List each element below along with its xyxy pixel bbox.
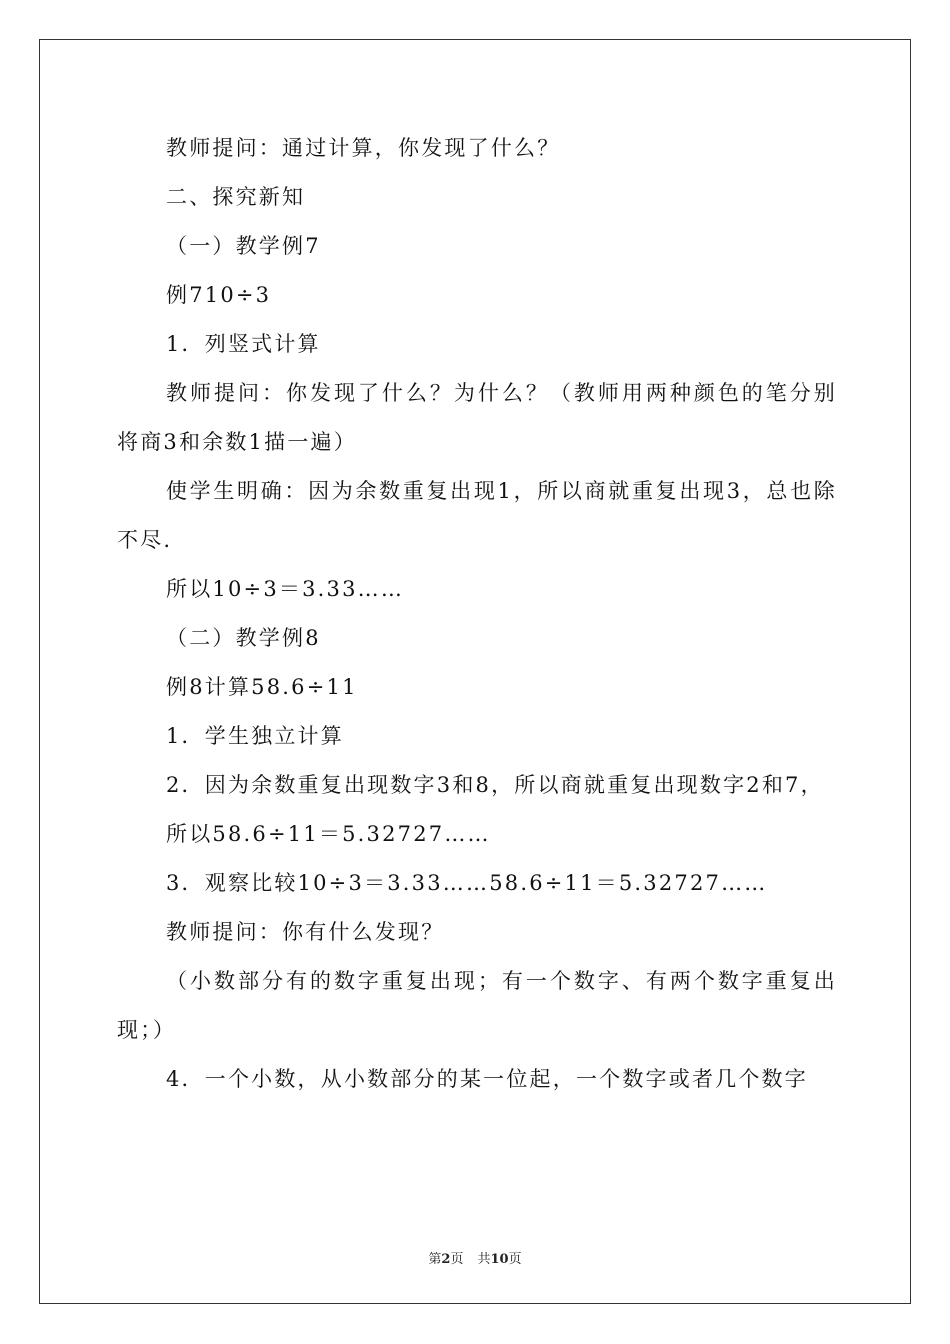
page-footer (0, 1248, 950, 1267)
paragraph: 2．因为余数重复出现数字3和8，所以商就重复出现数字2和7， (166, 773, 824, 797)
paragraph: 例8计算58.6÷11 (166, 675, 358, 699)
paragraph: 3．观察比较10÷3＝3.33……58.6÷11＝5.32727…… (166, 871, 768, 895)
paragraph: 教师提问：你有什么发现？ (166, 920, 445, 944)
paragraph: 教师提问：你发现了什么？为什么？（教师用两种颜色的笔分别将商3和余数1描一遍） (117, 381, 837, 454)
page-number: 2 (441, 1252, 451, 1267)
paragraph: 例710÷3 (166, 283, 272, 307)
total-suffix: 页 (508, 1252, 522, 1267)
paragraph: 1．列竖式计算 (166, 332, 321, 356)
paragraph: 教师提问：通过计算，你发现了什么？ (166, 136, 561, 160)
document-body (117, 124, 837, 1104)
paragraph: 4．一个小数，从小数部分的某一位起，一个数字或者几个数字 (166, 1067, 808, 1091)
subsection-heading: （二）教学例8 (166, 626, 321, 650)
subsection-heading: （一）教学例7 (166, 234, 321, 258)
paragraph: 所以58.6÷11＝5.32727…… (166, 822, 491, 846)
paragraph: 1．学生独立计算 (166, 724, 344, 748)
paragraph: 使学生明确：因为余数重复出现1，所以商就重复出现3，总也除不尽. (117, 479, 837, 552)
total-prefix: 共 (477, 1252, 491, 1267)
page-suffix: 页 (450, 1252, 464, 1267)
paragraph: （小数部分有的数字重复出现；有一个数字、有两个数字重复出现；） (117, 969, 837, 1042)
paragraph: 所以10÷3＝3.33…… (166, 577, 405, 601)
total-pages: 10 (490, 1252, 509, 1267)
section-heading: 二、探究新知 (166, 185, 306, 209)
page-prefix: 第 (428, 1252, 442, 1267)
